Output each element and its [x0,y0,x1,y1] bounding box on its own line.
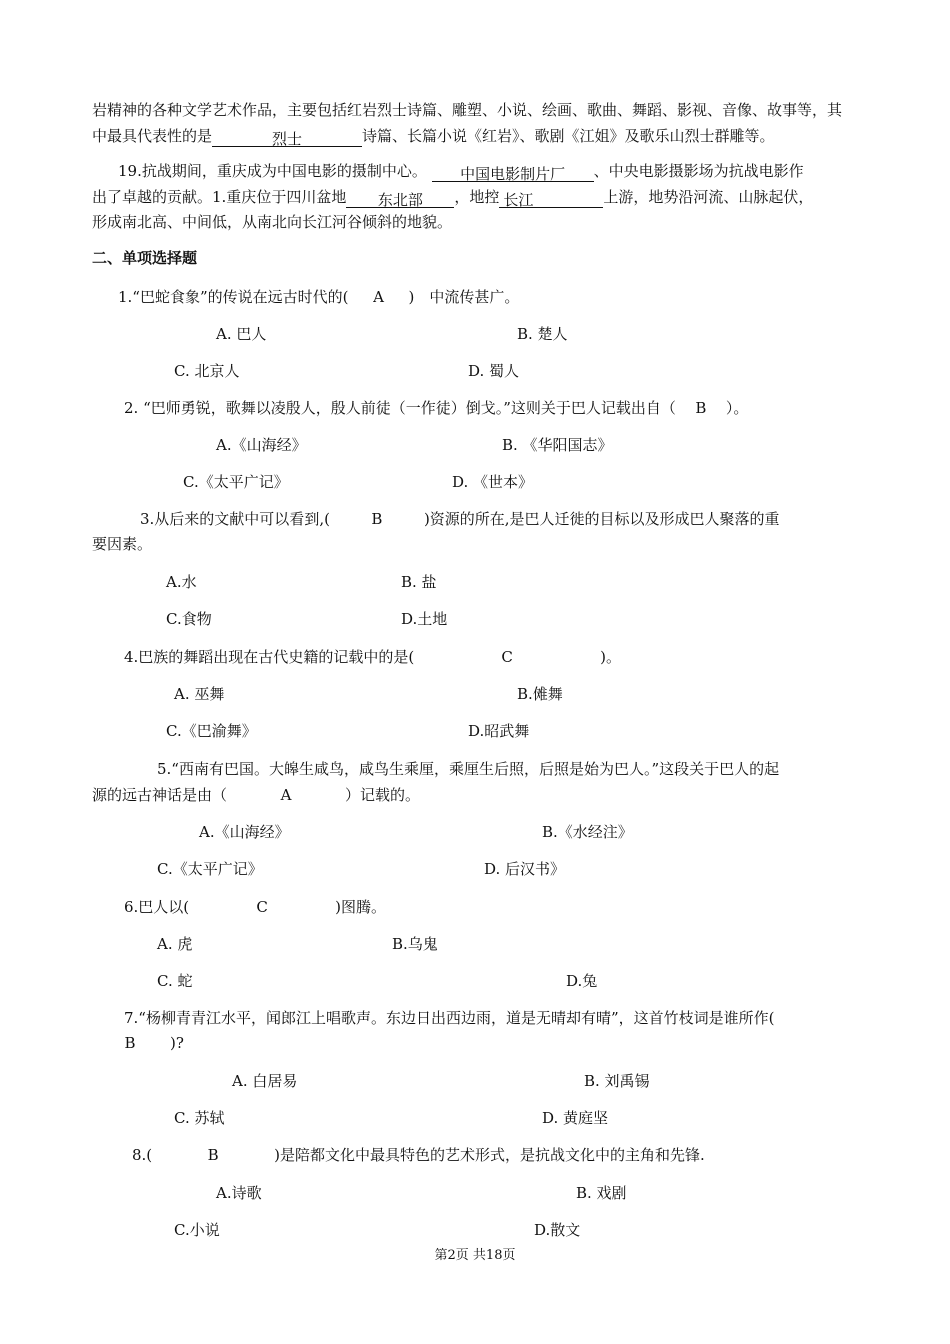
stem-text: 8.( [132,1146,153,1164]
answer-text: B [207,1146,219,1164]
option-a: A.《山海经》 [216,436,307,454]
option-a: A. 巴人 [216,325,267,343]
answer-blank [432,163,594,182]
answer-text: C [256,898,268,916]
option-c: C.小说 [174,1221,220,1239]
option-c: C. 苏轼 [174,1109,225,1127]
answer-blank [499,189,603,208]
paragraph-line [92,99,842,121]
text: 、中央电影摄影场为抗战电影作 [593,162,804,180]
stem-text: )是陪都文化中最具特色的艺术形式，是抗战文化中的主角和先锋. [274,1146,705,1164]
option-c: C.《太平广记》 [183,473,289,491]
stem-text: )? [170,1034,184,1052]
option-a: A.水 [166,573,197,591]
option-c: C. 北京人 [174,362,240,380]
question-stem [124,896,386,918]
question-stem [140,508,780,530]
option-d: D. 后汉书》 [484,860,566,878]
option-b: B.傩舞 [517,685,563,703]
option-b: B. 《华阳国志》 [502,436,613,454]
stem-text: 4.巴族的舞蹈出现在古代史籍的记载中的是( [124,648,415,666]
option-a: A. 虎 [157,935,193,953]
text: ，地控 [454,188,500,206]
stem-text: 2. “巴师勇锐，歌舞以凌殷人，殷人前徒（一作徒）倒戈。”这则关于巴人记载出自（ [124,399,676,417]
stem-text: 6.巴人以( [124,898,190,916]
answer-text: 烈士 [272,130,303,148]
option-a: A.诗歌 [216,1184,262,1202]
text: 出了卓越的贡献。1.重庆位于四川盆地 [92,188,347,206]
option-a: A.《山海经》 [199,823,290,841]
question-stem [124,397,748,419]
question-stem-line2 [120,1032,184,1054]
answer-text: B [695,399,707,417]
question-stem: 5.“西南有巴国。大皞生咸鸟，咸鸟生乘厘，乘厘生后照，后照是始为巴人。”这段关于巴人的起 [157,760,780,778]
section-title: 二、单项选择题 [92,249,198,267]
stem-text: ) 中流传甚广。 [408,288,520,306]
option-c: C.《太平广记》 [157,860,263,878]
paragraph-line [92,211,452,233]
option-d: D.土地 [401,610,448,628]
question-stem [132,1144,705,1166]
text: 形成南北高、中间低，从南北向长江河谷倾斜的地貌。 [92,213,453,231]
answer-text: B [124,1034,136,1052]
question-19 [118,160,804,182]
stem-text: ）。 [725,399,749,417]
stem-text: 1.“巴蛇食象”的传说在远古时代的( [118,288,349,306]
answer-text: C [501,648,513,666]
option-d: D.兔 [566,972,598,990]
stem-text: 3.从后来的文献中可以看到,( [140,510,330,528]
option-b: B.乌鬼 [392,935,438,953]
stem-text: )。 [600,648,622,666]
question-stem [124,646,621,668]
option-b: B. 盐 [401,573,437,591]
text: 诗篇、长篇小说《红岩》、歌剧《江姐》及歌乐山烈士群雕等。 [362,127,775,145]
option-d: D. 黄庭坚 [542,1109,609,1127]
option-c: C.《巴渝舞》 [166,722,257,740]
paragraph-line [92,186,813,208]
answer-text: 长江 [503,191,534,209]
option-d: D. 蜀人 [468,362,520,380]
option-d: D. 《世本》 [452,473,534,491]
option-a: A. 白居易 [232,1072,298,1090]
option-d: D.散文 [534,1221,581,1239]
text: 上游，地势沿河流、山脉起伏， [603,188,814,206]
option-b: B. 楚人 [517,325,568,343]
page-footer: 第2页 共18页 [434,1248,516,1263]
question-stem-line2: 要因素。 [92,535,153,553]
option-c: C.食物 [166,610,212,628]
stem-text: )图腾。 [335,898,387,916]
option-b: B. 戏剧 [576,1184,627,1202]
stem-text: ）记载的。 [345,786,421,804]
answer-text: B [371,510,383,528]
answer-text: 东北部 [377,191,423,209]
option-d: D.昭武舞 [468,722,530,740]
answer-text: A [373,288,384,306]
text: 19.抗战期间，重庆成为中国电影的摄制中心。 [118,162,427,180]
question-stem: 7.“杨柳青青江水平，闻郎江上唱歌声。东边日出西边雨，道是无晴却有晴”，这首竹枝词是谁所作( [124,1009,775,1027]
text: 岩精神的各种文学艺术作品，主要包括红岩烈士诗篇、雕塑、小说、绘画、歌曲、舞蹈、影视、音像、故事等，其 [92,101,843,119]
answer-text: A [280,786,292,804]
option-b: B. 刘禹锡 [584,1072,650,1090]
option-b: B.《水经注》 [542,823,633,841]
answer-blank [346,189,454,208]
stem-text: )资源的所在,是巴人迁徙的目标以及形成巴人聚落的重 [423,510,780,528]
text: 中最具代表性的是 [92,127,213,145]
answer-blank [212,128,362,147]
option-c: C. 蛇 [157,972,193,990]
question-stem-line2 [92,784,420,806]
option-a: A. 巫舞 [174,685,225,703]
question-stem [118,286,519,308]
stem-text: 源的远古神话是由（ [92,786,228,804]
paragraph-line [92,125,775,147]
answer-text: 中国电影制片厂 [460,165,566,183]
